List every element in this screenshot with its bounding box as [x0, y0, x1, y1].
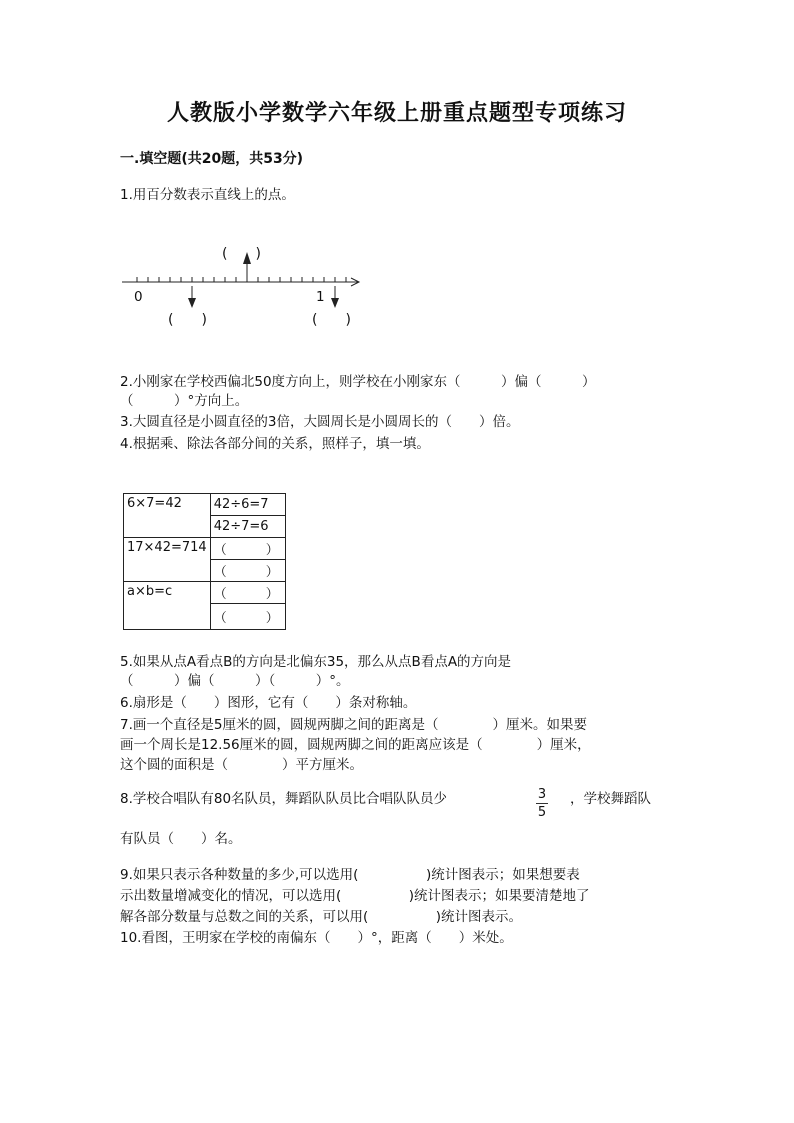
question-4: 4.根据乘、除法各部分间的关系，照样子，填一填。 [120, 436, 430, 452]
question-2-line-2: （ ）°方向上。 [120, 393, 249, 409]
relation-table [123, 493, 286, 630]
page-title: 人教版小学数学六年级上册重点题型专项练习 [166, 100, 627, 126]
fraction-three-fifths [534, 787, 550, 820]
fraction-denominator: 5 [537, 805, 547, 820]
question-2-line-1: 2.小刚家在学校西偏北50度方向上，则学校在小刚家东（ ）偏（ ） [120, 374, 596, 390]
question-8-line-1a: 8.学校合唱队有80名队员，舞蹈队队员比合唱队队员少 [120, 791, 448, 807]
table-cell: （ ） [210, 560, 285, 582]
blank-top: ( ) [222, 246, 261, 262]
table-cell: （ ） [210, 538, 285, 560]
question-7-line-2: 画一个周长是12.56厘米的圆，圆规两脚之间的距离应该是（ ）厘米， [120, 737, 591, 753]
question-9-line-1: 9.如果只表示各种数量的多少,可以选用( )统计图表示；如果想要表 [120, 867, 580, 883]
blank-left: ( ) [168, 312, 207, 328]
table-row [124, 538, 286, 560]
down-arrow-right-head [331, 298, 339, 308]
question-7-line-3: 这个圆的面积是（ ）平方厘米。 [120, 757, 363, 773]
table-cell: 42÷7=6 [210, 516, 285, 538]
question-1: 1.用百分数表示直线上的点。 [120, 187, 295, 203]
question-3: 3.大圆直径是小圆直径的3倍，大圆周长是小圆周长的（ ）倍。 [120, 414, 520, 430]
fraction-numerator: 3 [537, 787, 547, 802]
question-9-line-2: 示出数量增减变化的情况，可以选用( )统计图表示；如果要清楚地了 [120, 888, 590, 904]
table-cell: （ ） [210, 582, 285, 604]
blank-right: ( ) [312, 312, 351, 328]
table-cell: 17×42=714 [124, 538, 211, 582]
question-8-line-1b: ，学校舞蹈队 [570, 791, 651, 807]
table-cell: 42÷6=7 [210, 494, 285, 516]
table-row [124, 494, 286, 516]
question-10: 10.看图，王明家在学校的南偏东（ ）°，距离（ ）米处。 [120, 930, 513, 946]
down-arrow-left-head [188, 298, 196, 308]
table-cell: 6×7=42 [124, 494, 211, 538]
table-row [124, 582, 286, 604]
question-5-line-1: 5.如果从点A看点B的方向是北偏东35，那么从点B看点A的方向是 [120, 654, 512, 670]
question-5-line-2: （ ）偏（ ）（ ）°。 [120, 673, 350, 689]
label-zero: 0 [134, 289, 143, 305]
question-7-line-1: 7.画一个直径是5厘米的圆，圆规两脚之间的距离是（ ）厘米。如果要 [120, 717, 587, 733]
label-one: 1 [316, 289, 325, 305]
fraction-bar [536, 803, 548, 804]
question-6: 6.扇形是（ ）图形，它有（ ）条对称轴。 [120, 695, 417, 711]
question-8-line-2: 有队员（ ）名。 [120, 831, 242, 847]
tick-marks [137, 277, 346, 282]
section-heading: 一.填空题(共20题，共53分) [120, 151, 304, 167]
table-cell: a×b=c [124, 582, 211, 630]
question-9-line-3: 解各部分数量与总数之间的关系，可以用( )统计图表示。 [120, 909, 523, 925]
table-cell: （ ） [210, 604, 285, 630]
